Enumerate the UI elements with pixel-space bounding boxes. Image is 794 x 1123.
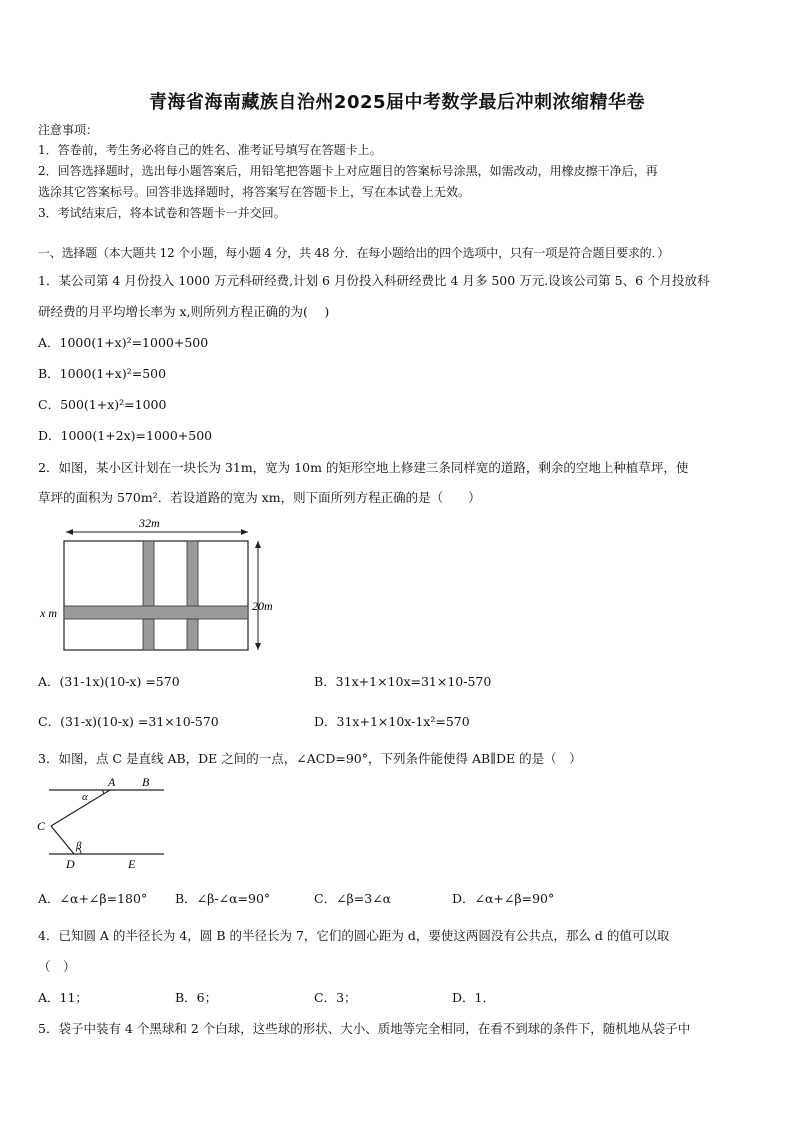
q3-figure [34,772,174,872]
q2-top-label: 32m [139,516,160,530]
notice-item-2: 2．回答选择题时，选出每小题答案后，用铅笔把答题卡上对应题目的答案标号涂黑，如需改动，用橡皮擦干净后，再 [38,164,658,178]
q2-left-label: x m [40,606,57,620]
q4-stem-line1: 4．已知圆 A 的半径长为 4，圆 B 的半径长为 7，它们的圆心距为 d，要使这两圆没有公共点，那么 d 的值可以取 [38,928,670,943]
q3-label-c: C [37,819,46,833]
q2-figure [36,512,286,662]
q3-label-e: E [128,857,136,871]
q2-option-b: B．31x+1×10x=31×10-570 [314,674,492,689]
q1-option-c: C．500(1+x)²=1000 [38,397,167,412]
q1-stem-line1: 1．某公司第 4 月份投入 1000 万元科研经费,计划 6 月份投入科研经费比 4 月多 500 万元.设该公司第 5、6 个月投放科 [38,273,710,288]
section-header: 一、选择题（本大题共 12 个小题，每小题 4 分，共 48 分．在每小题给出的四个选项中，只有一项是符合题目要求的．） [38,246,670,260]
q2-right-label: 20m [252,599,273,613]
q4-option-d: D．1． [452,990,495,1005]
q4-option-b: B．6； [175,990,218,1005]
q2-option-d: D．31x+1×10x-1x²=570 [314,714,470,729]
notice-item-3: 3．考试结束后，将本试卷和答题卡一并交回。 [38,206,286,220]
q3-option-c: C．∠β=3∠α [314,891,392,906]
notice-item-2-cont: 选涂其它答案标号。回答非选择题时，将答案写在答题卡上，写在本试卷上无效。 [38,185,471,199]
q3-label-b: B [142,775,150,789]
q5-stem-line1: 5．袋子中装有 4 个黑球和 2 个白球，这些球的形状、大小、质地等完全相同，在看不到球的条件下，随机地从袋子中 [38,1021,691,1036]
q1-option-a: A．1000(1+x)²=1000+500 [38,335,209,350]
q3-label-beta: β [76,840,82,852]
q2-road-vertical-1 [143,541,154,650]
notice-heading: 注意事项： [38,123,99,137]
q2-road-horizontal [64,606,248,619]
notice-item-1: 1．答卷前，考生务必将自己的姓名、准考证号填写在答题卡上。 [38,143,382,157]
q1-stem-line2: 研经费的月平均增长率为 x,则所列方程正确的为( ) [38,304,330,319]
page-title: 青海省海南藏族自治州2025届中考数学最后冲刺浓缩精华卷 [148,92,646,113]
q4-option-a: A．11； [38,990,88,1005]
q3-stem: 3．如图，点 C 是直线 AB，DE 之间的一点，∠ACD=90°，下列条件能使得 AB∥DE 的是（ ） [38,751,582,766]
q4-stem-line2: （ ） [38,959,76,974]
q3-label-a: A [108,775,116,789]
q2-option-a: A．(31-1x)(10-x) =570 [38,674,180,689]
q2-stem-line1: 2．如图，某小区计划在一块长为 31m，宽为 10m 的矩形空地上修建三条同样宽的道路，剩余的空地上种植草坪，使 [38,460,689,475]
q3-label-alpha: α [82,791,88,803]
q2-rectangle [64,541,248,650]
q4-option-c: C．3； [314,990,357,1005]
q2-stem-line2: 草坪的面积为 570m²．若设道路的宽为 xm，则下面所列方程正确的是（ ） [38,490,481,505]
q1-option-d: D．1000(1+2x)=1000+500 [38,428,213,443]
q3-option-a: A．∠α+∠β=180° [38,891,148,906]
q3-option-b: B．∠β-∠α=90° [175,891,271,906]
q3-label-d: D [66,857,75,871]
q1-option-b: B．1000(1+x)²=500 [38,366,167,381]
q3-option-d: D．∠α+∠β=90° [452,891,555,906]
q2-road-vertical-2 [187,541,198,650]
q2-option-c: C．(31-x)(10-x) =31×10-570 [38,714,219,729]
